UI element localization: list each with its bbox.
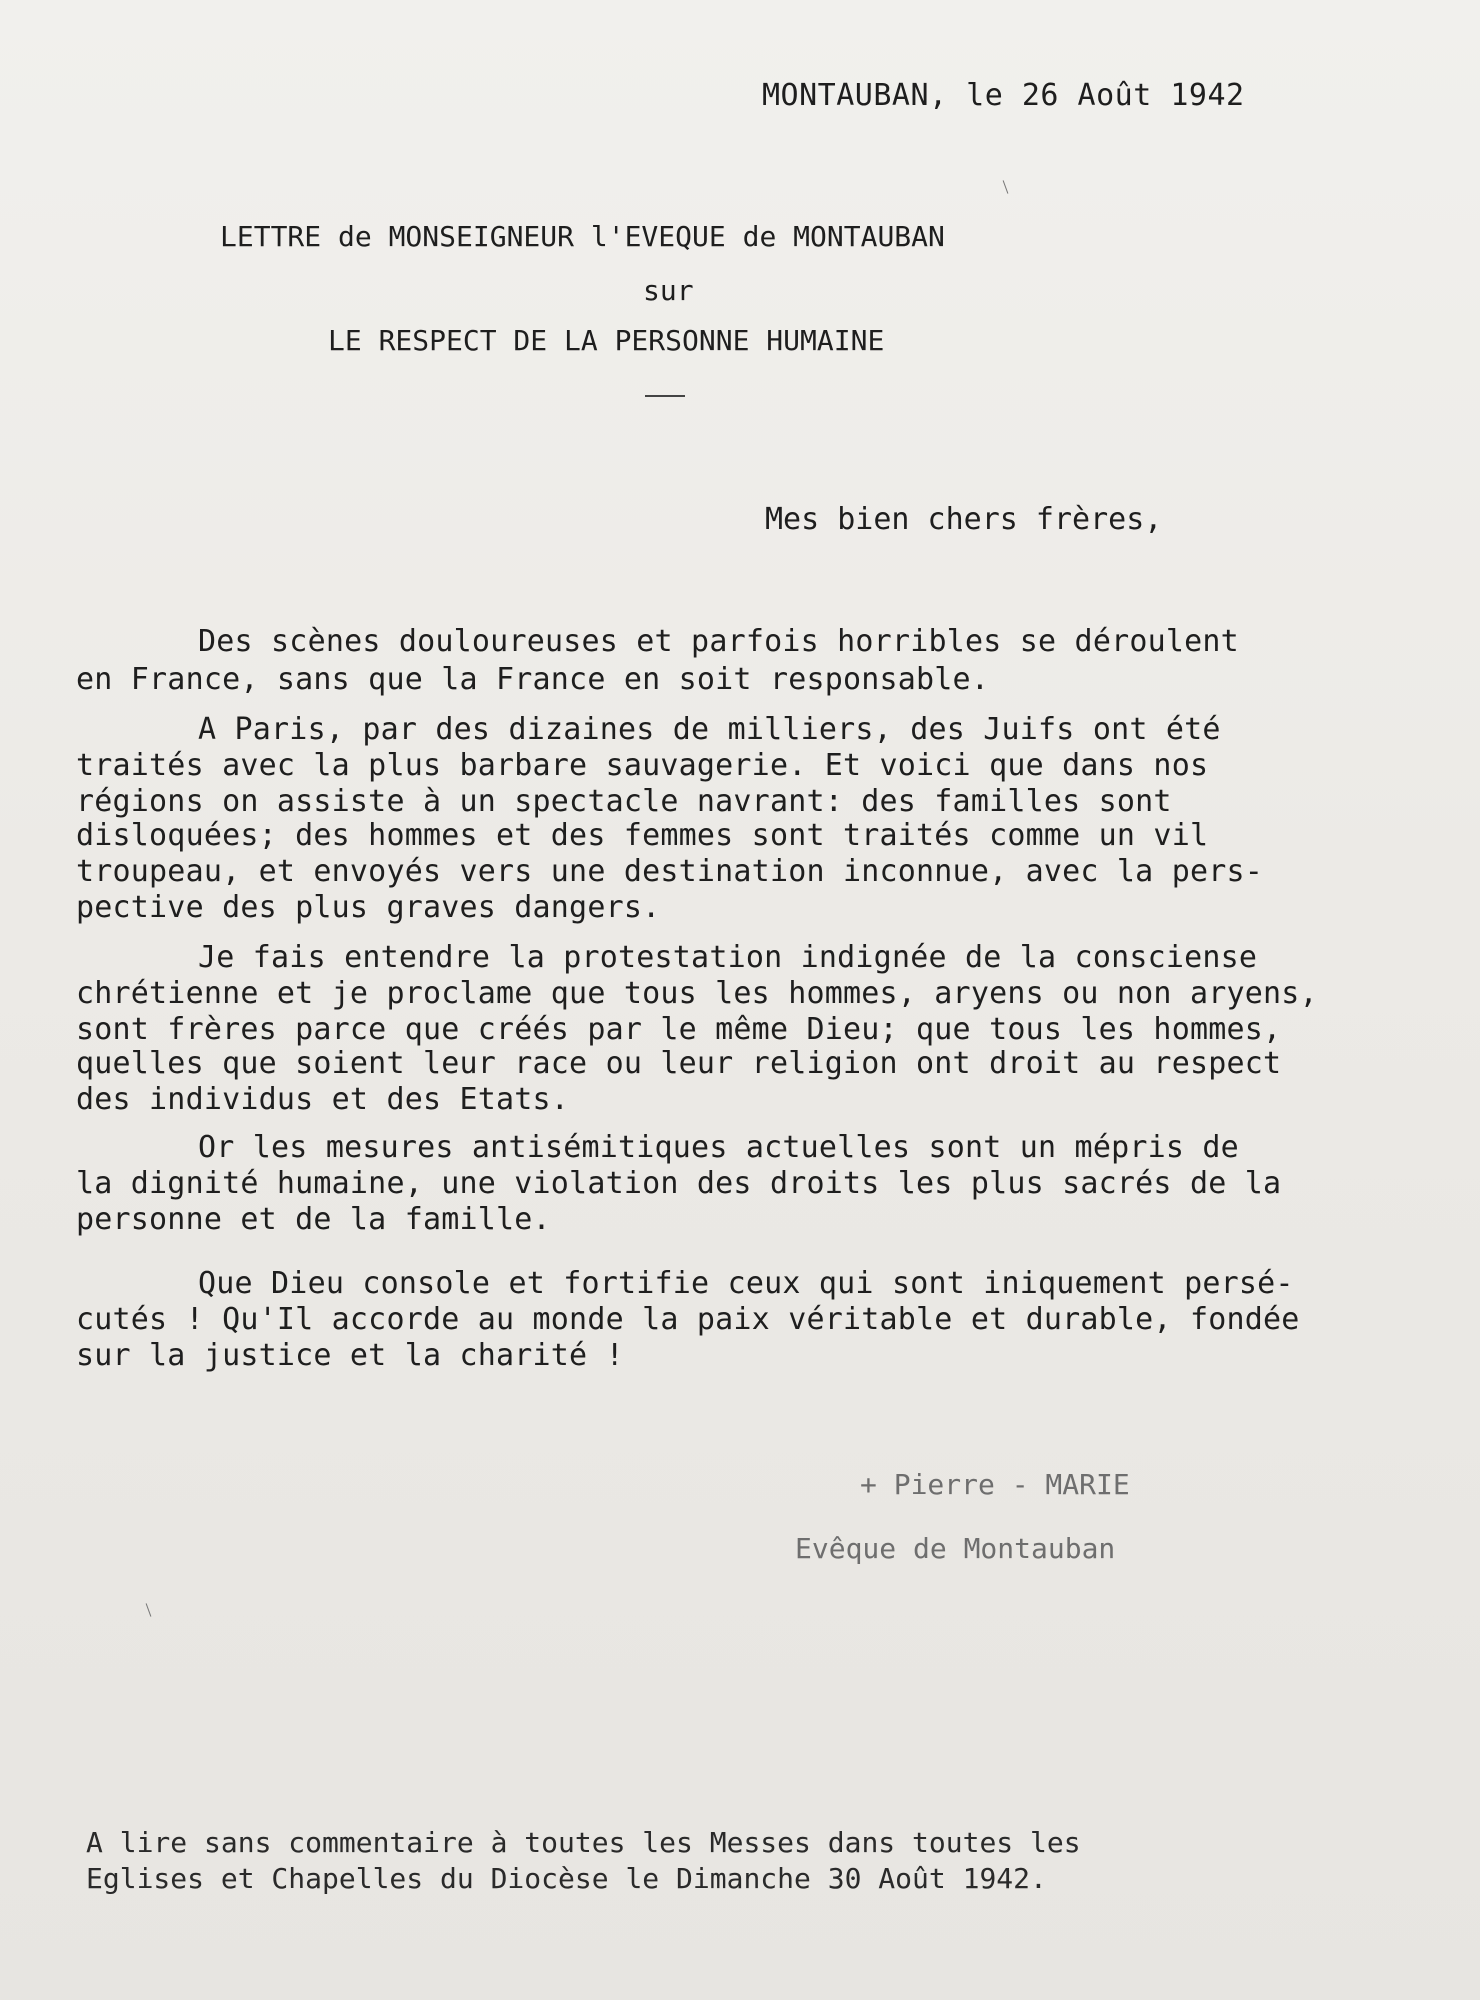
paragraph-2-line-4: disloquées; des hommes et des femmes sont traités comme un vil <box>76 818 1209 853</box>
title-line-3: LE RESPECT DE LA PERSONNE HUMAINE <box>328 324 885 357</box>
paper-mark <box>146 1603 152 1616</box>
title-line-1: LETTRE de MONSEIGNEUR l'EVEQUE de MONTAUBAN <box>220 220 945 253</box>
paragraph-4-line-2: la dignité humaine, une violation des droits les plus sacrés de la <box>76 1166 1282 1201</box>
paragraph-3-line-4: quelles que soient leur race ou leur religion ont droit au respect <box>76 1046 1282 1081</box>
paragraph-5-line-2: cutés ! Qu'Il accorde au monde la paix véritable et durable, fondée <box>76 1302 1300 1337</box>
signature-title: Evêque de Montauban <box>795 1532 1116 1565</box>
paragraph-2-line-2: traités avec la plus barbare sauvagerie. Et voici que dans nos <box>76 748 1209 783</box>
paragraph-2-line-6: pective des plus graves dangers. <box>76 890 661 925</box>
paragraph-3-line-3: sont frères parce que créés par le même Dieu; que tous les hommes, <box>76 1012 1282 1047</box>
paragraph-1-line-1: Des scènes douloureuses et parfois horribles se déroulent <box>198 624 1239 659</box>
paragraph-3-line-5: des individus et des Etats. <box>76 1082 570 1117</box>
paragraph-2-line-1: A Paris, par des dizaines de milliers, des Juifs ont été <box>198 712 1221 747</box>
title-divider <box>645 395 685 397</box>
paragraph-3-line-1: Je fais entendre la protestation indignée de la consciense <box>198 940 1258 975</box>
date-line: MONTAUBAN, le 26 Août 1942 <box>762 78 1245 113</box>
paragraph-3-line-2: chrétienne et je proclame que tous les hommes, aryens ou non aryens, <box>76 976 1318 1011</box>
salutation: Mes bien chers frères, <box>765 502 1163 537</box>
title-line-2: sur <box>643 274 694 307</box>
paragraph-5-line-3: sur la justice et la charité ! <box>76 1338 624 1373</box>
paragraph-1-line-2: en France, sans que la France en soit responsable. <box>76 662 990 697</box>
paper-mark <box>1003 180 1009 193</box>
footer-line-2: Eglises et Chapelles du Diocèse le Dimanche 30 Août 1942. <box>86 1862 1047 1895</box>
paragraph-5-line-1: Que Dieu console et fortifie ceux qui sont iniquement persé- <box>198 1266 1294 1301</box>
paragraph-2-line-5: troupeau, et envoyés vers une destination inconnue, avec la pers- <box>76 854 1263 889</box>
paragraph-4-line-3: personne et de la famille. <box>76 1202 551 1237</box>
paragraph-2-line-3: régions on assiste à un spectacle navrant: des familles sont <box>76 784 1172 819</box>
footer-line-1: A lire sans commentaire à toutes les Messes dans toutes les <box>86 1826 1081 1859</box>
signature-name: + Pierre - MARIE <box>860 1468 1130 1501</box>
paragraph-4-line-1: Or les mesures antisémitiques actuelles sont un mépris de <box>198 1130 1239 1165</box>
